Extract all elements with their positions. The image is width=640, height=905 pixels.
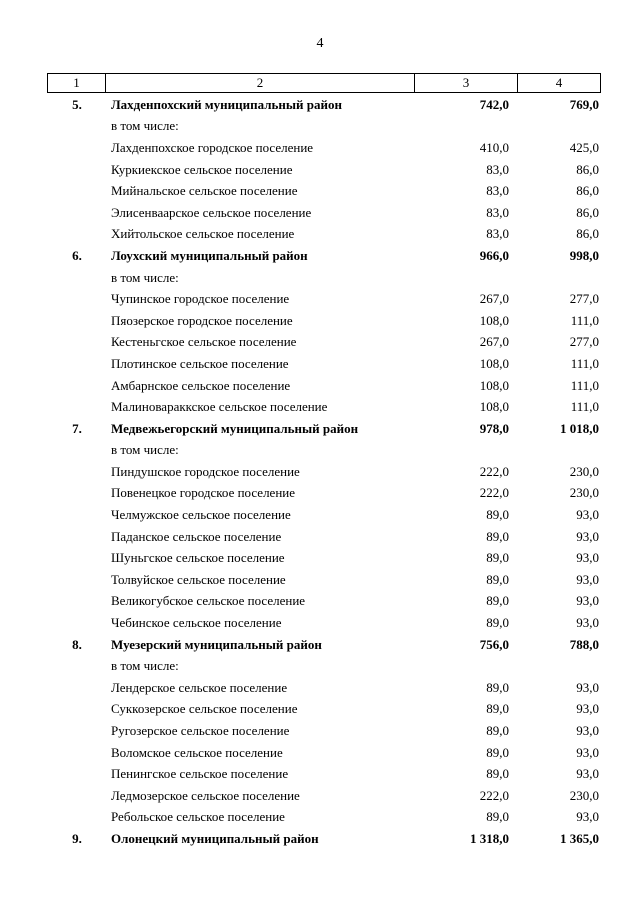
settlement-row xyxy=(47,310,601,332)
row-name: Мийнальское сельское поселение xyxy=(111,183,298,199)
row-name: Великогубское сельское поселение xyxy=(111,593,306,609)
row-number: 7. xyxy=(72,420,82,436)
row-name: Малиновараккское сельское поселение xyxy=(111,399,328,415)
row-value-col4: 769,0 xyxy=(569,96,599,112)
row-name: Амбарнское сельское поселение xyxy=(111,377,291,393)
settlement-row xyxy=(47,375,601,397)
row-number: 6. xyxy=(72,247,82,263)
row-name: Медвежьегорский муниципальный район xyxy=(111,420,359,436)
district-row xyxy=(47,828,601,850)
row-number: 9. xyxy=(72,830,82,846)
column-header-3: 3 xyxy=(415,74,518,92)
column-header-2: 2 xyxy=(106,74,415,92)
settlement-row xyxy=(47,612,601,634)
row-number: 5. xyxy=(72,96,82,112)
row-name: Муезерский муниципальный район xyxy=(111,636,322,652)
settlement-row xyxy=(47,763,601,785)
row-value-col4: 277,0 xyxy=(569,334,599,350)
row-value-col3: 978,0 xyxy=(479,420,509,436)
row-name: Ледмозерское сельское поселение xyxy=(111,787,300,803)
row-value-col4: 93,0 xyxy=(576,593,599,609)
district-row xyxy=(47,245,601,267)
settlement-row xyxy=(47,461,601,483)
row-name: Куркиекское сельское поселение xyxy=(111,161,293,177)
row-value-col4: 93,0 xyxy=(576,528,599,544)
row-name: Элисенваарское сельское поселение xyxy=(111,204,312,220)
settlement-row xyxy=(47,440,601,462)
settlement-row xyxy=(47,699,601,721)
row-value-col4: 277,0 xyxy=(569,291,599,307)
row-value-col4: 230,0 xyxy=(569,485,599,501)
row-value-col4: 788,0 xyxy=(569,636,599,652)
settlement-row xyxy=(47,332,601,354)
settlement-row xyxy=(47,159,601,181)
row-value-col3: 410,0 xyxy=(479,139,509,155)
row-value-col4: 93,0 xyxy=(576,809,599,825)
settlement-row xyxy=(47,396,601,418)
row-value-col3: 742,0 xyxy=(479,96,509,112)
row-name: Повенецкое городское поселение xyxy=(111,485,296,501)
row-name: Лахденпохский муниципальный район xyxy=(111,96,342,112)
row-value-col3: 89,0 xyxy=(486,615,509,631)
row-name: Паданское сельское поселение xyxy=(111,528,282,544)
row-value-col4: 93,0 xyxy=(576,571,599,587)
row-value-col4: 425,0 xyxy=(569,139,599,155)
row-value-col4: 86,0 xyxy=(576,226,599,242)
row-value-col4: 111,0 xyxy=(570,377,599,393)
row-name: Лоухский муниципальный район xyxy=(111,247,308,263)
row-name: Лендерское сельское поселение xyxy=(111,679,288,695)
row-name: Ругозерское сельское поселение xyxy=(111,723,290,739)
settlement-row xyxy=(47,720,601,742)
row-name: Олонецкий муниципальный район xyxy=(111,830,319,846)
row-name: Чупинское городское поселение xyxy=(111,291,290,307)
row-value-col4: 230,0 xyxy=(569,787,599,803)
district-row xyxy=(47,94,601,116)
district-row xyxy=(47,634,601,656)
row-value-col4: 93,0 xyxy=(576,723,599,739)
row-name: Хийтольское сельское поселение xyxy=(111,226,295,242)
row-value-col3: 966,0 xyxy=(479,247,509,263)
column-header-1: 1 xyxy=(48,74,106,92)
row-value-col4: 93,0 xyxy=(576,507,599,523)
row-value-col4: 93,0 xyxy=(576,615,599,631)
row-name: Шуньгское сельское поселение xyxy=(111,550,285,566)
row-value-col3: 83,0 xyxy=(486,226,509,242)
row-name: Воломское сельское поселение xyxy=(111,744,283,760)
row-value-col3: 89,0 xyxy=(486,723,509,739)
table-header xyxy=(47,73,601,93)
row-name: Толвуйское сельское поселение xyxy=(111,571,286,587)
row-value-col3: 83,0 xyxy=(486,161,509,177)
row-value-col3: 89,0 xyxy=(486,766,509,782)
row-name: в том числе: xyxy=(111,118,179,134)
row-value-col4: 93,0 xyxy=(576,550,599,566)
row-name: Челмужское сельское поселение xyxy=(111,507,291,523)
row-value-col3: 89,0 xyxy=(486,679,509,695)
row-value-col3: 89,0 xyxy=(486,744,509,760)
row-value-col4: 93,0 xyxy=(576,701,599,717)
row-value-col3: 267,0 xyxy=(479,334,509,350)
settlement-row xyxy=(47,180,601,202)
row-value-col3: 89,0 xyxy=(486,701,509,717)
table-body xyxy=(47,94,601,850)
row-value-col3: 89,0 xyxy=(486,507,509,523)
page-number: 4 xyxy=(316,36,324,51)
row-value-col4: 93,0 xyxy=(576,766,599,782)
row-value-col3: 108,0 xyxy=(479,399,509,415)
settlement-row xyxy=(47,785,601,807)
settlement-row xyxy=(47,655,601,677)
row-value-col4: 998,0 xyxy=(569,247,599,263)
settlement-row xyxy=(47,224,601,246)
row-value-col4: 1 365,0 xyxy=(560,830,599,846)
settlement-row xyxy=(47,353,601,375)
row-value-col3: 89,0 xyxy=(486,528,509,544)
settlement-row xyxy=(47,526,601,548)
row-value-col3: 89,0 xyxy=(486,593,509,609)
row-value-col4: 230,0 xyxy=(569,463,599,479)
row-name: Ребольское сельское поселение xyxy=(111,809,285,825)
row-value-col4: 86,0 xyxy=(576,183,599,199)
row-name: в том числе: xyxy=(111,269,179,285)
row-value-col3: 756,0 xyxy=(479,636,509,652)
settlement-row xyxy=(47,547,601,569)
district-row xyxy=(47,418,601,440)
row-name: Пяозерское городское поселение xyxy=(111,312,293,328)
row-value-col3: 108,0 xyxy=(479,377,509,393)
row-name: Лахденпохское городское поселение xyxy=(111,139,314,155)
settlement-row xyxy=(47,569,601,591)
row-value-col3: 222,0 xyxy=(479,787,509,803)
row-value-col3: 89,0 xyxy=(486,809,509,825)
row-name: в том числе: xyxy=(111,442,179,458)
row-value-col4: 86,0 xyxy=(576,204,599,220)
settlement-row xyxy=(47,116,601,138)
settlement-row xyxy=(47,591,601,613)
row-value-col4: 111,0 xyxy=(570,399,599,415)
row-value-col3: 222,0 xyxy=(479,485,509,501)
settlement-row xyxy=(47,483,601,505)
row-name: Пенингское сельское поселение xyxy=(111,766,289,782)
row-name: Плотинское сельское поселение xyxy=(111,355,289,371)
row-value-col3: 89,0 xyxy=(486,571,509,587)
row-number: 8. xyxy=(72,636,82,652)
row-value-col3: 108,0 xyxy=(479,355,509,371)
row-value-col4: 93,0 xyxy=(576,744,599,760)
row-value-col3: 83,0 xyxy=(486,204,509,220)
row-value-col4: 111,0 xyxy=(570,355,599,371)
row-name: Суккозерское сельское поселение xyxy=(111,701,298,717)
settlement-row xyxy=(47,807,601,829)
row-value-col3: 108,0 xyxy=(479,312,509,328)
row-name: Пиндушское городское поселение xyxy=(111,463,300,479)
row-value-col3: 83,0 xyxy=(486,183,509,199)
row-value-col4: 86,0 xyxy=(576,161,599,177)
column-header-4: 4 xyxy=(555,75,563,90)
row-name: Кестеньгское сельское поселение xyxy=(111,334,297,350)
settlement-row xyxy=(47,677,601,699)
row-value-col4: 1 018,0 xyxy=(560,420,599,436)
settlement-row xyxy=(47,137,601,159)
row-name: Чебинское сельское поселение xyxy=(111,615,282,631)
row-name: в том числе: xyxy=(111,658,179,674)
settlement-row xyxy=(47,742,601,764)
row-value-col4: 93,0 xyxy=(576,679,599,695)
settlement-row xyxy=(47,202,601,224)
settlement-row xyxy=(47,504,601,526)
settlement-row xyxy=(47,288,601,310)
row-value-col3: 222,0 xyxy=(479,463,509,479)
row-value-col3: 89,0 xyxy=(486,550,509,566)
row-value-col3: 1 318,0 xyxy=(470,830,509,846)
row-value-col4: 111,0 xyxy=(570,312,599,328)
settlement-row xyxy=(47,267,601,289)
row-value-col3: 267,0 xyxy=(479,291,509,307)
